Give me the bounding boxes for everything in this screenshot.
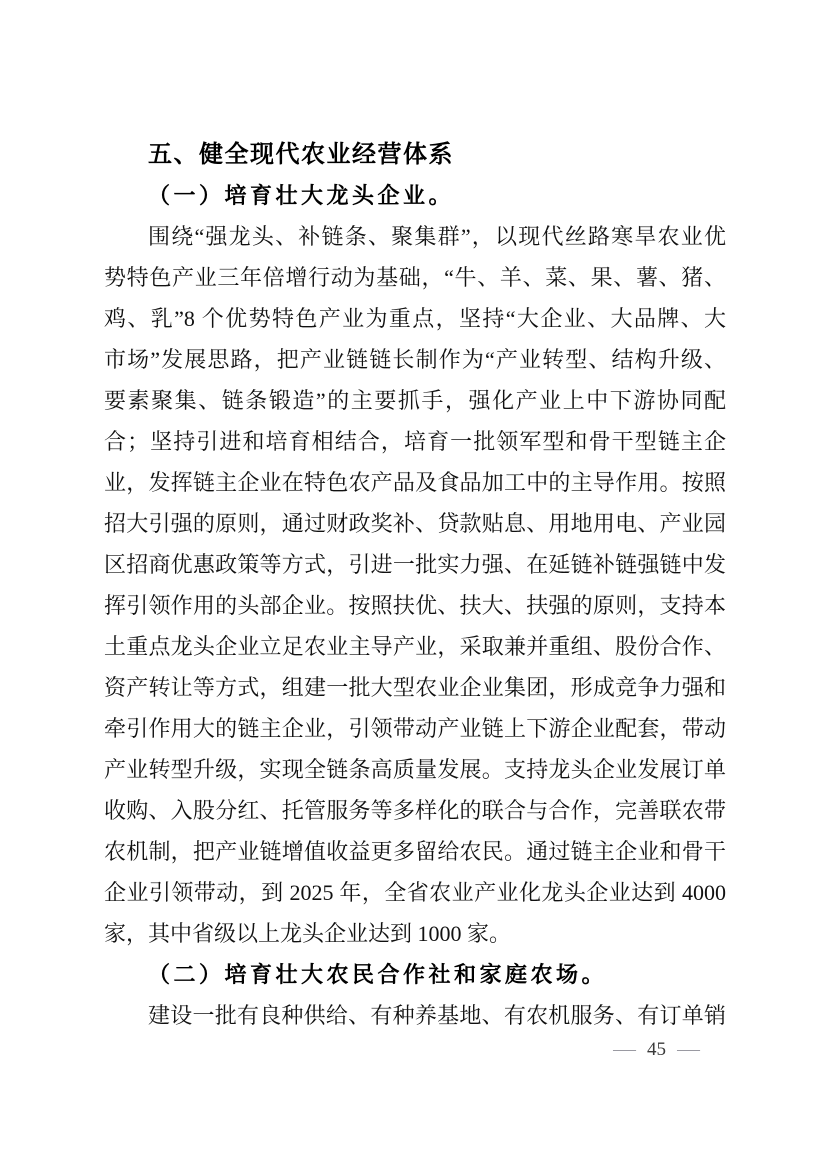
paragraph-line: 农机制，把产业链增值收益更多留给农民。通过链主企业和骨干 bbox=[104, 839, 726, 864]
page-number-dash-left: — bbox=[613, 1039, 636, 1060]
paragraph-line: 产业转型升级，实现全链条高质量发展。支持龙头企业发展订单 bbox=[104, 757, 726, 782]
paragraph-line: 建设一批有良种供给、有种养基地、有农机服务、有订单销 bbox=[148, 1003, 726, 1028]
paragraph-line: 要素聚集、链条锻造”的主要抓手，强化产业上中下游协同配 bbox=[104, 388, 726, 413]
paragraph-line: 区招商优惠政策等方式，引进一批实力强、在延链补链强链中发 bbox=[104, 552, 726, 577]
page-number-dash-right: — bbox=[677, 1039, 700, 1060]
paragraph-line: 土重点龙头企业立足农业主导产业，采取兼并重组、股份合作、 bbox=[104, 634, 726, 659]
paragraph-line: 势特色产业三年倍增行动为基础，“牛、羊、菜、果、薯、猪、 bbox=[104, 265, 726, 290]
document-content bbox=[104, 134, 726, 1036]
page-number-value: 45 bbox=[647, 1039, 666, 1060]
section-heading: 五、健全现代农业经营体系 bbox=[148, 141, 454, 168]
paragraph-line: 市场”发展思路，把产业链链长制作为“产业转型、结构升级、 bbox=[104, 347, 727, 372]
paragraph-line: 挥引领作用的头部企业。按照扶优、扶大、扶强的原则，支持本 bbox=[104, 593, 726, 618]
paragraph-line: 收购、入股分红、托管服务等多样化的联合与合作，完善联农带 bbox=[104, 798, 726, 823]
paragraph-line: 招大引强的原则，通过财政奖补、贷款贴息、用地用电、产业园 bbox=[104, 511, 726, 536]
paragraph-line: 合；坚持引进和培育相结合，培育一批领军型和骨干型链主企 bbox=[104, 429, 726, 454]
paragraph-line: 家，其中省级以上龙头企业达到 1000 家。 bbox=[104, 921, 512, 946]
paragraph-line: 牵引作用大的链主企业，引领带动产业链上下游企业配套，带动 bbox=[104, 716, 726, 741]
paragraph-line: 企业引领带动，到 2025 年，全省农业产业化龙头企业达到 4000 bbox=[104, 880, 726, 905]
paragraph-line: 围绕“强龙头、补链条、聚集群”，以现代丝路寒旱农业优 bbox=[148, 224, 726, 249]
subsection-heading-2: （二）培育壮大农民合作社和家庭农场。 bbox=[148, 962, 608, 987]
paragraph-line: 资产转让等方式，组建一批大型农业企业集团，形成竞争力强和 bbox=[104, 675, 726, 700]
subsection-heading-1: （一）培育壮大龙头企业。 bbox=[148, 183, 455, 208]
paragraph-line: 鸡、乳”8 个优势特色产业为重点，坚持“大企业、大品牌、大 bbox=[104, 306, 726, 331]
page-number bbox=[615, 1038, 698, 1062]
paragraph-line: 业，发挥链主企业在特色农产品及食品加工中的主导作用。按照 bbox=[104, 470, 726, 495]
